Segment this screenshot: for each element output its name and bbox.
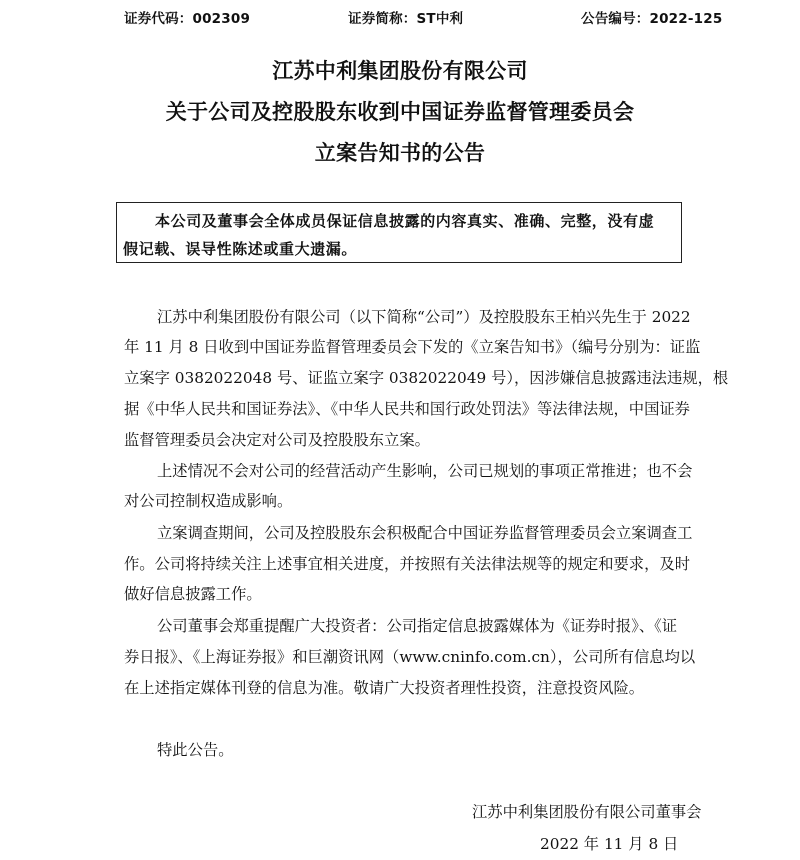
paragraph-line: 上述情况不会对公司的经营活动产生影响，公司已规划的事项正常推进；也不会 (157, 462, 693, 480)
notice-line: 假记载、误导性陈述或重大遗漏。 (123, 240, 358, 258)
paragraph-line: 年 11 月 8 日收到中国证券监督管理委员会下发的《立案告知书》（编号分别为：证监 (124, 338, 701, 356)
paragraph-line: 对公司控制权造成影响。 (124, 492, 293, 510)
stock-code: 证券代码：002309 (124, 11, 251, 27)
announcement-title-line1: 关于公司及控股股东收到中国证券监督管理委员会 (165, 100, 635, 124)
paragraph-line: 据《中华人民共和国证券法》、《中华人民共和国行政处罚法》等法律法规，中国证券 (124, 400, 690, 418)
paragraph-line: 立案字 0382022048 号、证监立案字 0382022049 号），因涉嫌信息披露违法违规，根 (124, 369, 729, 387)
signature-date: 2022 年 11 月 8 日 (540, 835, 679, 853)
paragraph-line: 在上述指定媒体刊登的信息为准。敬请广大投资者理性投资，注意投资风险。 (124, 679, 645, 697)
paragraph-line: 公司董事会郑重提醒广大投资者：公司指定信息披露媒体为《证券时报》、《证 (157, 617, 678, 635)
notice-line: 本公司及董事会全体成员保证信息披露的内容真实、准确、完整，没有虚 (155, 212, 655, 230)
announcement-number: 公告编号：2022-125 (581, 11, 723, 27)
paragraph-line: 券日报》、《上海证券报》和巨潮资讯网（www.cninfo.com.cn），公司所有信息均以 (124, 648, 696, 666)
signature-company: 江苏中利集团股份有限公司董事会 (472, 803, 702, 821)
paragraph-line: 作。公司将持续关注上述事宜相关进度，并按照有关法律法规等的规定和要求，及时 (124, 555, 690, 573)
stock-abbreviation: 证券简称：ST中利 (348, 11, 464, 27)
paragraph-line: 立案调查期间，公司及控股股东会积极配合中国证券监督管理委员会立案调查工 (157, 524, 693, 542)
paragraph-line: 做好信息披露工作。 (124, 585, 262, 603)
paragraph-line: 江苏中利集团股份有限公司（以下简称“公司”）及控股股东王柏兴先生于 2022 (157, 308, 691, 326)
company-title: 江苏中利集团股份有限公司 (272, 59, 528, 83)
announcement-title-line2: 立案告知书的公告 (314, 141, 486, 165)
closing-statement: 特此公告。 (157, 741, 234, 759)
paragraph-line: 监督管理委员会决定对公司及控股股东立案。 (124, 431, 430, 449)
disclosure-notice-box (116, 202, 682, 263)
